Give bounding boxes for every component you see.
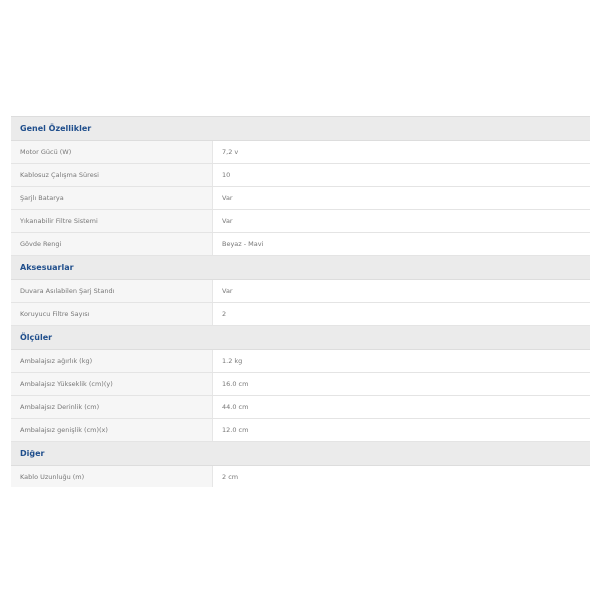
spec-row-yukseklik — [11, 373, 590, 396]
spec-row-sarj-standi — [11, 280, 590, 303]
spec-value: Beyaz - Mavi — [213, 233, 590, 255]
spec-value: 10 — [213, 164, 590, 186]
spec-row-kablosuz-calisma-suresi — [11, 164, 590, 187]
spec-value: 12.0 cm — [213, 419, 590, 441]
spec-label: Ambalajsız Yükseklik (cm)(y) — [11, 373, 213, 395]
spec-row-kablo-uzunlugu — [11, 466, 590, 487]
section-title: Aksesuarlar — [20, 263, 74, 272]
spec-value: Var — [213, 280, 590, 302]
spec-value: 16.0 cm — [213, 373, 590, 395]
spec-row-motor-gucu — [11, 141, 590, 164]
spec-label: Kablo Uzunluğu (m) — [11, 466, 213, 487]
spec-row-genislik — [11, 419, 590, 442]
spec-value: 7,2 v — [213, 141, 590, 163]
spec-label: Koruyucu Filtre Sayısı — [11, 303, 213, 325]
spec-label: Kablosuz Çalışma Süresi — [11, 164, 213, 186]
spec-row-derinlik — [11, 396, 590, 419]
spec-label: Ambalajsız genişlik (cm)(x) — [11, 419, 213, 441]
spec-label: Yıkanabilir Filtre Sistemi — [11, 210, 213, 232]
spec-value: 1.2 kg — [213, 350, 590, 372]
section-header-olculer — [11, 326, 590, 350]
spec-value: Var — [213, 210, 590, 232]
spec-value: Var — [213, 187, 590, 209]
spec-value: 2 — [213, 303, 590, 325]
section-title: Diğer — [20, 449, 45, 458]
spec-value: 2 cm — [213, 466, 590, 487]
spec-row-yikanabilir-filtre — [11, 210, 590, 233]
spec-label: Duvara Asılabilen Şarj Standı — [11, 280, 213, 302]
spec-row-koruyucu-filtre-sayisi — [11, 303, 590, 326]
section-header-aksesuarlar — [11, 256, 590, 280]
spec-row-govde-rengi — [11, 233, 590, 256]
specifications-table — [11, 116, 590, 487]
section-title: Ölçüler — [20, 333, 53, 342]
spec-row-agirlik — [11, 350, 590, 373]
section-title: Genel Özellikler — [20, 124, 92, 133]
spec-label: Gövde Rengi — [11, 233, 213, 255]
spec-label: Ambalajsız ağırlık (kg) — [11, 350, 213, 372]
spec-value: 44.0 cm — [213, 396, 590, 418]
section-header-diger — [11, 442, 590, 466]
spec-label: Şarjlı Batarya — [11, 187, 213, 209]
section-header-genel-ozellikler — [11, 117, 590, 141]
spec-label: Motor Gücü (W) — [11, 141, 213, 163]
spec-row-sarjli-batarya — [11, 187, 590, 210]
spec-label: Ambalajsız Derinlik (cm) — [11, 396, 213, 418]
